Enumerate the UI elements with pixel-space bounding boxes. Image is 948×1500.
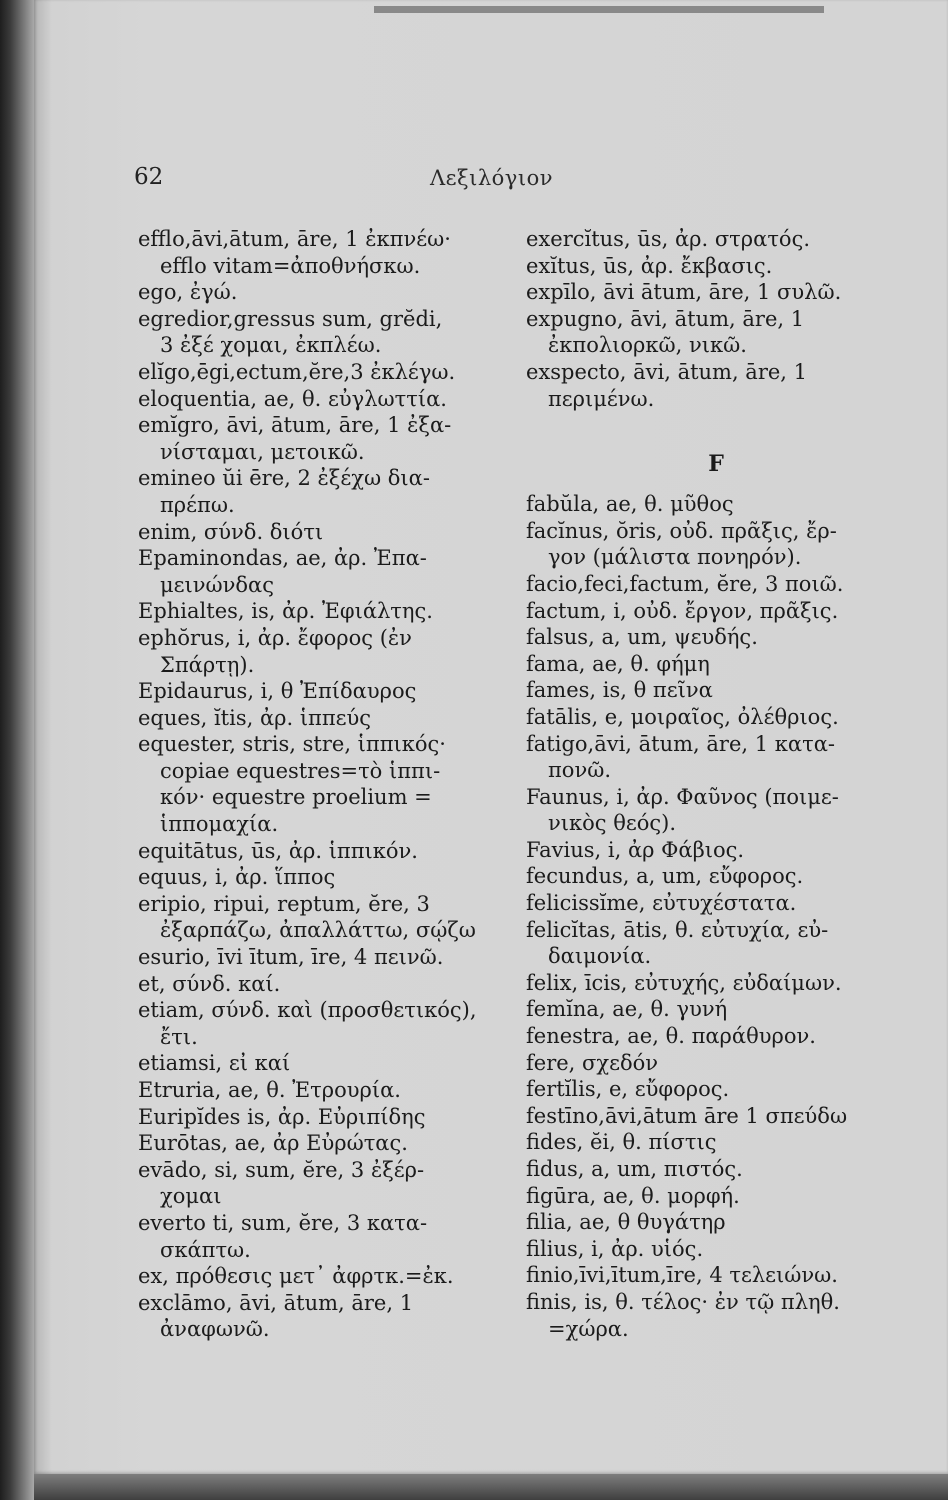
- dictionary-entry-line: fatigo,āvi, ātum, āre, 1 κατα-: [526, 731, 835, 756]
- dictionary-entry-line: Euripĭdes is, ἀρ. Εὐριπίδης: [138, 1104, 426, 1129]
- dictionary-entry-line: fames, is, θ πεῖνα: [526, 678, 713, 703]
- page-number: 62: [134, 164, 164, 190]
- dictionary-entry-line: factum, i, οὐδ. ἔργον, πρᾶξις.: [526, 598, 839, 623]
- entry-continuation-line: νίσταμαι, μετοικῶ.: [160, 439, 365, 464]
- dictionary-entry-line: Epidaurus, i, θ Ἐπίδαυρος: [138, 679, 417, 704]
- dictionary-entry-line: facĭnus, ŏris, οὐδ. πρᾶξις, ἔρ-: [526, 518, 837, 543]
- dictionary-entry-line: equester, stris, stre, ἱππικός·: [138, 732, 446, 757]
- entries-e-continued: [526, 226, 896, 412]
- dictionary-entry-line: emineo ŭi ēre, 2 ἐξέχω δια-: [138, 466, 430, 491]
- dictionary-entry-line: fatālis, e, μοιραῖος, ὀλέθριος.: [526, 704, 839, 729]
- entry-continuation-line: Σπάρτῃ).: [160, 652, 255, 677]
- dictionary-entry-line: Ephialtes, is, ἀρ. Ἐφιάλτης.: [138, 599, 433, 624]
- entry-continuation-line: ἐξαρπάζω, ἀπαλλάττω, σῴζω: [160, 918, 476, 943]
- dictionary-entry-line: Etruria, ae, θ. Ἐτρουρία.: [138, 1078, 401, 1102]
- entry-continuation-line: ἱππομαχία.: [160, 812, 279, 837]
- dictionary-entry-line: expīlo, āvi ātum, āre, 1 συλῶ.: [526, 280, 842, 305]
- right-column: [526, 226, 896, 1342]
- dictionary-entry-line: ego, ἐγώ.: [138, 280, 238, 305]
- scan-bottom-edge: [34, 1474, 948, 1500]
- entry-continuation-line: γον (μάλιστα πονηρόν).: [548, 545, 802, 570]
- entry-continuation-line: ἐκπολιορκῶ, νικῶ.: [548, 333, 747, 358]
- dictionary-entry-line: Eurōtas, ae, ἀρ Εὐρώτας.: [138, 1131, 408, 1156]
- dictionary-entry-line: figūra, ae, θ. μορφή.: [526, 1183, 740, 1208]
- dictionary-entry-line: elĭgo,ēgi,ectum,ĕre,3 ἐκλέγω.: [138, 359, 456, 384]
- dictionary-entry-line: eques, ĭtis, ἀρ. ἱππεύς: [138, 705, 372, 730]
- dictionary-entry-line: filia, ae, θ θυγάτηρ: [526, 1210, 726, 1235]
- dictionary-entry-line: fenestra, ae, θ. παράθυρον.: [526, 1024, 816, 1049]
- dictionary-entry-line: felicissĭme, εὐτυχέστατα.: [526, 891, 797, 916]
- dictionary-entry-line: fere, σχεδόν: [526, 1050, 659, 1075]
- entry-continuation-line: χομαι: [160, 1184, 222, 1209]
- left-column: [138, 226, 500, 1343]
- entry-continuation-line: κόν· equestre proelium =: [160, 785, 432, 810]
- dictionary-entry-line: fabŭla, ae, θ. μῦθος: [526, 492, 734, 517]
- section-letter-f: F: [708, 451, 724, 478]
- dictionary-entry-line: et, σύνδ. καί.: [138, 971, 281, 996]
- scan-left-edge: [0, 0, 36, 1500]
- dictionary-entry-line: felicĭtas, ātis, θ. εὐτυχία, εὐ-: [526, 917, 829, 942]
- dictionary-entry-line: exclāmo, āvi, ātum, āre, 1: [138, 1290, 414, 1315]
- entry-continuation-line: =χώρα.: [548, 1316, 629, 1341]
- dictionary-entry-line: emĭgro, āvi, ātum, āre, 1 ἐξα-: [138, 413, 452, 438]
- dictionary-entry-line: Favius, i, ἀρ Φάβιος.: [526, 837, 745, 862]
- dictionary-entry-line: efflo,āvi,ātum, āre, 1 ἐκπνέω·: [138, 227, 451, 251]
- dictionary-entry-line: exercĭtus, ūs, ἀρ. στρατός.: [526, 227, 811, 251]
- entry-continuation-line: δαιμονία.: [548, 944, 652, 969]
- dictionary-entry-line: eloquentia, ae, θ. εὐγλωττία.: [138, 386, 447, 411]
- dictionary-entry-line: enim, σύνδ. διότι: [138, 519, 324, 544]
- dictionary-entry-line: facio,feci,factum, ĕre, 3 ποιῶ.: [526, 571, 844, 596]
- dictionary-entry-line: festīno,āvi,ātum āre 1 σπεύδω: [526, 1103, 848, 1128]
- dictionary-entry-line: fama, ae, θ. φήμη: [526, 651, 710, 676]
- dictionary-entry-line: equus, i, ἀρ. ἵππος: [138, 865, 336, 890]
- running-head: Λεξιλόγιον: [430, 166, 553, 190]
- dictionary-entry-line: Faunus, i, ἀρ. Φαῦνος (ποιμε-: [526, 784, 839, 809]
- dictionary-entry-line: ephŏrus, i, ἀρ. ἔφορος (ἐν: [138, 625, 412, 650]
- dictionary-entry-line: exĭtus, ūs, ἀρ. ἔκβασις.: [526, 253, 773, 278]
- dictionary-entry-line: ex, πρόθεσις μετ᾽ ἀφρτκ.=ἐκ.: [138, 1264, 454, 1289]
- dictionary-entry-line: everto ti, sum, ĕre, 3 κατα-: [138, 1210, 428, 1235]
- dictionary-entry-line: fertĭlis, e, εὔφορος.: [526, 1077, 730, 1102]
- dictionary-entry-line: equitātus, ūs, ἀρ. ἱππικόν.: [138, 838, 418, 863]
- dictionary-entry-line: finis, is, θ. τέλος· ἐν τῷ πληθ.: [526, 1289, 840, 1314]
- dictionary-entry-line: finio,īvi,ītum,īre, 4 τελειώνω.: [526, 1263, 838, 1288]
- scan-top-stripe: [374, 6, 824, 13]
- section-gap: [526, 412, 896, 438]
- entry-continuation-line: μεινώνδας: [160, 572, 275, 597]
- dictionary-entry-line: expugno, āvi, ātum, āre, 1: [526, 306, 805, 331]
- dictionary-entry-line: fidus, a, um, πιστός.: [526, 1157, 743, 1181]
- dictionary-entry-line: exspecto, āvi, ātum, āre, 1: [526, 359, 808, 384]
- dictionary-entry-line: egredior,gressus sum, grĕdi,: [138, 306, 443, 331]
- entry-continuation-line: efflo vitam=ἀποθνήσκω.: [160, 253, 421, 278]
- entry-continuation-line: σκάπτω.: [160, 1237, 251, 1262]
- entry-continuation-line: ἔτι.: [160, 1024, 198, 1049]
- entry-continuation-line: περιμένω.: [548, 386, 655, 411]
- dictionary-entry-line: felix, īcis, εὐτυχής, εὐδαίμων.: [526, 970, 842, 995]
- dictionary-entry-line: eripio, ripui, reptum, ĕre, 3: [138, 891, 430, 916]
- dictionary-entry-line: falsus, a, um, ψευδής.: [526, 625, 758, 650]
- dictionary-entry-line: Epaminondas, ae, ἀρ. Ἐπα-: [138, 546, 427, 571]
- entry-continuation-line: νικὸς θεός).: [548, 811, 676, 836]
- entry-continuation-line: πρέπω.: [160, 492, 235, 517]
- dictionary-entry-line: etiamsi, εἰ καί: [138, 1051, 291, 1076]
- dictionary-entry-line: etiam, σύνδ. καὶ (προσθετικός),: [138, 998, 477, 1023]
- entry-continuation-line: ἀναφωνῶ.: [160, 1317, 270, 1342]
- entry-continuation-line: 3 ἐξέ χομαι, ἐκπλέω.: [160, 333, 382, 358]
- entries-f: [526, 491, 896, 1342]
- entry-continuation-line: copiae equestres=τὸ ἱππι-: [160, 758, 441, 783]
- dictionary-entry-line: filius, i, ἀρ. υἱός.: [526, 1236, 704, 1261]
- dictionary-entry-line: femĭna, ae, θ. γυνή: [526, 997, 728, 1022]
- dictionary-entry-line: fecundus, a, um, εὔφορος.: [526, 864, 804, 889]
- dictionary-entry-line: fides, ĕi, θ. πίστις: [526, 1130, 717, 1155]
- entry-continuation-line: πονῶ.: [548, 758, 612, 783]
- dictionary-entry-line: evādo, si, sum, ĕre, 3 ἐξέρ-: [138, 1157, 425, 1182]
- dictionary-entry-line: esurio, īvi ītum, īre, 4 πεινῶ.: [138, 945, 444, 970]
